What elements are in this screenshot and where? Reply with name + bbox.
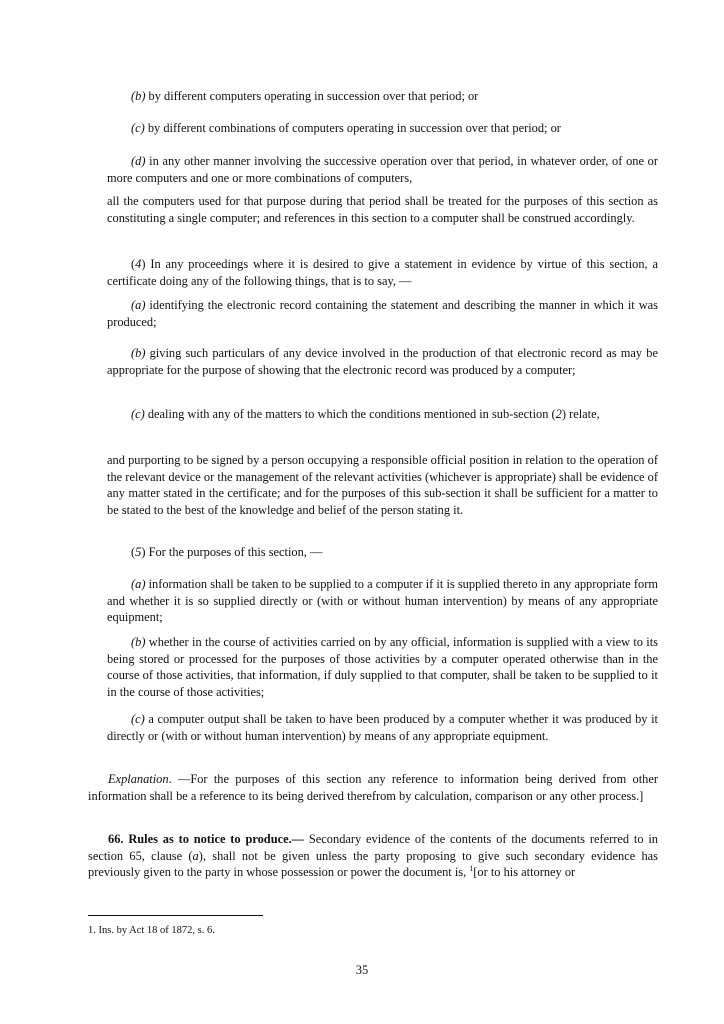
clause-b	[107, 88, 658, 105]
clause-d-text: in any other manner involving the successive operation over that period, in whatever order, of one or more computers and one or more combinations of computers,	[107, 154, 658, 185]
section-66-text-3: [or to his attorney or	[473, 865, 576, 880]
footnote: 1. Ins. by Act 18 of 1872, s. 6.	[88, 925, 215, 936]
subsection-4-clause-b-label: (b)	[131, 346, 146, 360]
clause-c	[107, 120, 658, 137]
subsection-4-clause-c-ref: 2	[555, 407, 562, 421]
subsection-4-text: In any proceedings where it is desired to give a statement in evidence by virtue of this section, a certificate doing any of the following things, that is to say, —	[107, 257, 658, 288]
subsection-4-clause-c	[107, 406, 658, 423]
subsection-5-text: For the purposes of this section, —	[145, 545, 323, 559]
subsection-5-label: 5	[135, 545, 142, 559]
section-66-ref: a	[192, 848, 199, 863]
subsection-5-clause-c-label: (c)	[131, 712, 145, 726]
subsection-4-clause-b	[107, 345, 658, 378]
section-66-paragraph	[88, 831, 658, 881]
explanation-text: . —For the purposes of this section any reference to information being derived from other information shall be a reference to its being derived therefrom by calculation, comparison or any other process.]	[88, 772, 658, 803]
subsection-5-clause-b-text: whether in the course of activities carried on by any official, information is supplied with a view to its being stored or processed for the purposes of those activities by a computer operated otherwise than in the course of those activities, that information, if duly supplied to that computer, shall be taken to be supplied to it in the course of those activities;	[107, 635, 658, 699]
clause-c-text: by different combinations of computers operating in succession over that period; or	[144, 121, 561, 135]
clause-c-label: (c)	[131, 121, 145, 135]
subsection-4-label: 4	[135, 257, 142, 271]
footnote-divider	[88, 915, 263, 916]
page-number: 35	[355, 963, 369, 977]
subsection-4-clause-a-text: identifying the electronic record containing the statement and describing the manner in which it was produced;	[107, 298, 658, 329]
section-66-text-2: ), shall not be given unless the party proposing to give such secondary evidence has previously given to the party in whose possession or power the document is,	[88, 848, 658, 880]
subsection-5-clause-a-label: (a)	[131, 577, 146, 591]
footnote-mark: 1	[469, 864, 474, 874]
subsection-4-clause-a-label: (a)	[131, 298, 146, 312]
subsection-4-clause-c-label: (c)	[131, 407, 145, 421]
subsection-5-clause-c	[107, 711, 658, 744]
subsection-4-clause-a	[107, 297, 658, 330]
subsection-5-clause-c-text: a computer output shall be taken to have been produced by a computer whether it was produced by it directly or (with or without human intervention) by means of any appropriate equipment.	[107, 712, 658, 743]
subsection-4-clause-c-text-1: dealing with any of the matters to which the conditions mentioned in sub-section (	[144, 407, 556, 421]
purporting-paragraph: and purporting to be signed by a person occupying a responsible official position in relation to the operation of the relevant device or the management of the relevant activities (whichever is appropriate) shall be evidence of any matter stated in the certificate; and for the purposes of this sub-section it shall be sufficient for a matter to be stated to the best of the knowledge and belief of the person stating it.	[107, 453, 658, 517]
subsection-5-clause-a-text: information shall be taken to be supplied to a computer if it is supplied thereto in any appropriate form and whether it is so supplied directly or (with or without human intervention) by means of any appropriate equipment;	[107, 577, 658, 625]
section-66-heading: 66. Rules as to notice to produce.—	[108, 832, 305, 846]
clause-d	[107, 153, 658, 186]
subsection-5-clause-b-label: (b)	[131, 635, 146, 649]
subsection-4-clause-c-text-2: ) relate,	[561, 407, 600, 421]
all-computers-paragraph: all the computers used for that purpose during that period shall be treated for the purposes of this section as constituting a single computer; and references in this section to a computer shall be construed accordingly.	[107, 194, 658, 225]
subsection-5-clause-b	[107, 634, 658, 700]
explanation-label: Explanation	[108, 772, 169, 786]
clause-b-text: by different computers operating in succession over that period; or	[145, 89, 479, 103]
clause-b-label: (b)	[131, 89, 146, 103]
subsection-4-clause-b-text: giving such particulars of any device involved in the production of that electronic record as may be appropriate for the purpose of showing that the electronic record was produced by a computer;	[107, 346, 658, 377]
subsection-5-clause-a	[107, 576, 658, 626]
explanation-paragraph	[88, 771, 658, 804]
clause-d-label: (d)	[131, 154, 146, 168]
subsection-4: (4) In any proceedings where it is desired to give a statement in evidence by virtue of this section, a certificate doing any of the following things, that is to say, —	[107, 257, 658, 288]
subsection-5: (5) For the purposes of this section, —	[131, 545, 323, 559]
section-66-text-1: Secondary evidence of the contents of the documents referred to in section 65, clause (	[88, 832, 659, 863]
